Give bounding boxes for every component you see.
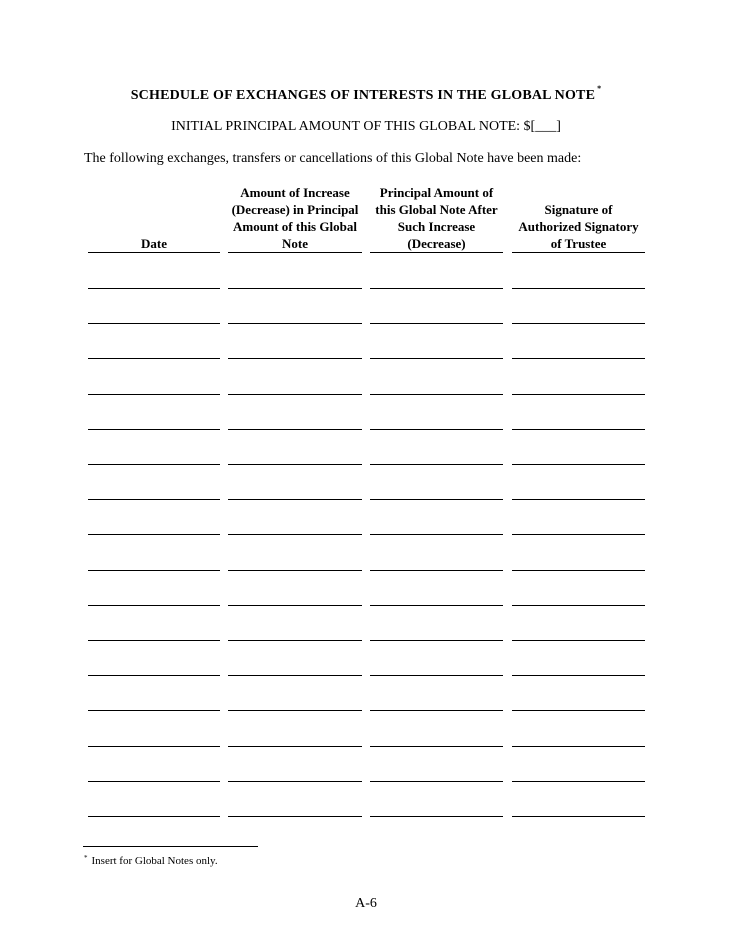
table-row-blank-line	[88, 394, 220, 395]
table-row-blank-line	[228, 429, 362, 430]
column-header-principal-amount-after: Principal Amount of this Global Note After Such Increase (Decrease)	[370, 186, 503, 253]
table-row-blank-line	[512, 288, 645, 289]
table-row-blank-line	[228, 640, 362, 641]
table-row-blank-line	[88, 605, 220, 606]
table-row-blank-line	[88, 323, 220, 324]
table-row-blank-line	[370, 710, 503, 711]
table-row-blank-line	[512, 640, 645, 641]
table-row-blank-line	[512, 710, 645, 711]
column-header-signature-trustee: Signature of Authorized Signatory of Trustee	[512, 186, 645, 253]
footnote-marker: *	[84, 854, 88, 862]
table-row-blank-line	[88, 429, 220, 430]
table-row-blank-line	[370, 816, 503, 817]
table-row-blank-line	[370, 429, 503, 430]
initial-principal-line: INITIAL PRINCIPAL AMOUNT OF THIS GLOBAL NOTE: $[___]	[171, 119, 561, 134]
table-row-blank-line	[370, 358, 503, 359]
table-row-blank-line	[88, 675, 220, 676]
table-row-blank-line	[512, 746, 645, 747]
table-row-blank-line	[228, 499, 362, 500]
table-row-blank-line	[228, 746, 362, 747]
table-row-blank-line	[228, 816, 362, 817]
title-text: SCHEDULE OF EXCHANGES OF INTERESTS IN THE GLOBAL NOTE	[130, 88, 596, 103]
table-row-blank-line	[370, 394, 503, 395]
table-row-blank-line	[88, 781, 220, 782]
table-row-blank-line	[370, 534, 503, 535]
table-row-blank-line	[370, 570, 503, 571]
table-row-blank-line	[228, 288, 362, 289]
table-row-blank-line	[370, 499, 503, 500]
table-row-blank-line	[228, 675, 362, 676]
table-row-blank-line	[370, 640, 503, 641]
title-footnote-marker: *	[597, 84, 602, 93]
table-row-blank-line	[370, 675, 503, 676]
table-row-blank-line	[512, 323, 645, 324]
table-row-blank-line	[88, 499, 220, 500]
table-row-blank-line	[512, 499, 645, 500]
table-row-blank-line	[88, 534, 220, 535]
table-row-blank-line	[512, 816, 645, 817]
intro-text: The following exchanges, transfers or cancellations of this Global Note have been made:	[84, 151, 582, 166]
table-row-blank-line	[370, 288, 503, 289]
table-row-blank-line	[512, 464, 645, 465]
table-row-blank-line	[88, 464, 220, 465]
page-number: A-6	[355, 896, 377, 911]
footnote-text: Insert for Global Notes only.	[91, 855, 218, 867]
table-row-blank-line	[512, 675, 645, 676]
table-row-blank-line	[228, 570, 362, 571]
table-row-blank-line	[370, 464, 503, 465]
table-row-blank-line	[88, 288, 220, 289]
table-row-blank-line	[370, 746, 503, 747]
table-row-blank-line	[228, 323, 362, 324]
table-row-blank-line	[370, 781, 503, 782]
table-row-blank-line	[88, 816, 220, 817]
table-row-blank-line	[228, 605, 362, 606]
column-header-amount-increase-decrease: Amount of Increase (Decrease) in Principal Amount of this Global Note	[228, 186, 362, 253]
table-row-blank-line	[88, 746, 220, 747]
table-row-blank-line	[370, 605, 503, 606]
document-title	[0, 84, 732, 104]
table-row-blank-line	[228, 394, 362, 395]
table-row-blank-line	[228, 464, 362, 465]
table-row-blank-line	[512, 781, 645, 782]
footnote-divider	[83, 846, 258, 847]
column-header-date: Date	[88, 186, 220, 253]
table-row-blank-line	[228, 781, 362, 782]
table-row-blank-line	[88, 710, 220, 711]
table-row-blank-line	[512, 570, 645, 571]
table-row-blank-line	[512, 605, 645, 606]
table-row-blank-line	[228, 358, 362, 359]
table-row-blank-line	[512, 394, 645, 395]
table-row-blank-line	[512, 429, 645, 430]
table-row-blank-line	[88, 640, 220, 641]
table-row-blank-line	[228, 710, 362, 711]
table-row-blank-line	[88, 570, 220, 571]
footnote	[84, 854, 218, 867]
table-row-blank-line	[512, 534, 645, 535]
table-row-blank-line	[228, 534, 362, 535]
table-row-blank-line	[88, 358, 220, 359]
table-row-blank-line	[370, 323, 503, 324]
table-row-blank-line	[512, 358, 645, 359]
